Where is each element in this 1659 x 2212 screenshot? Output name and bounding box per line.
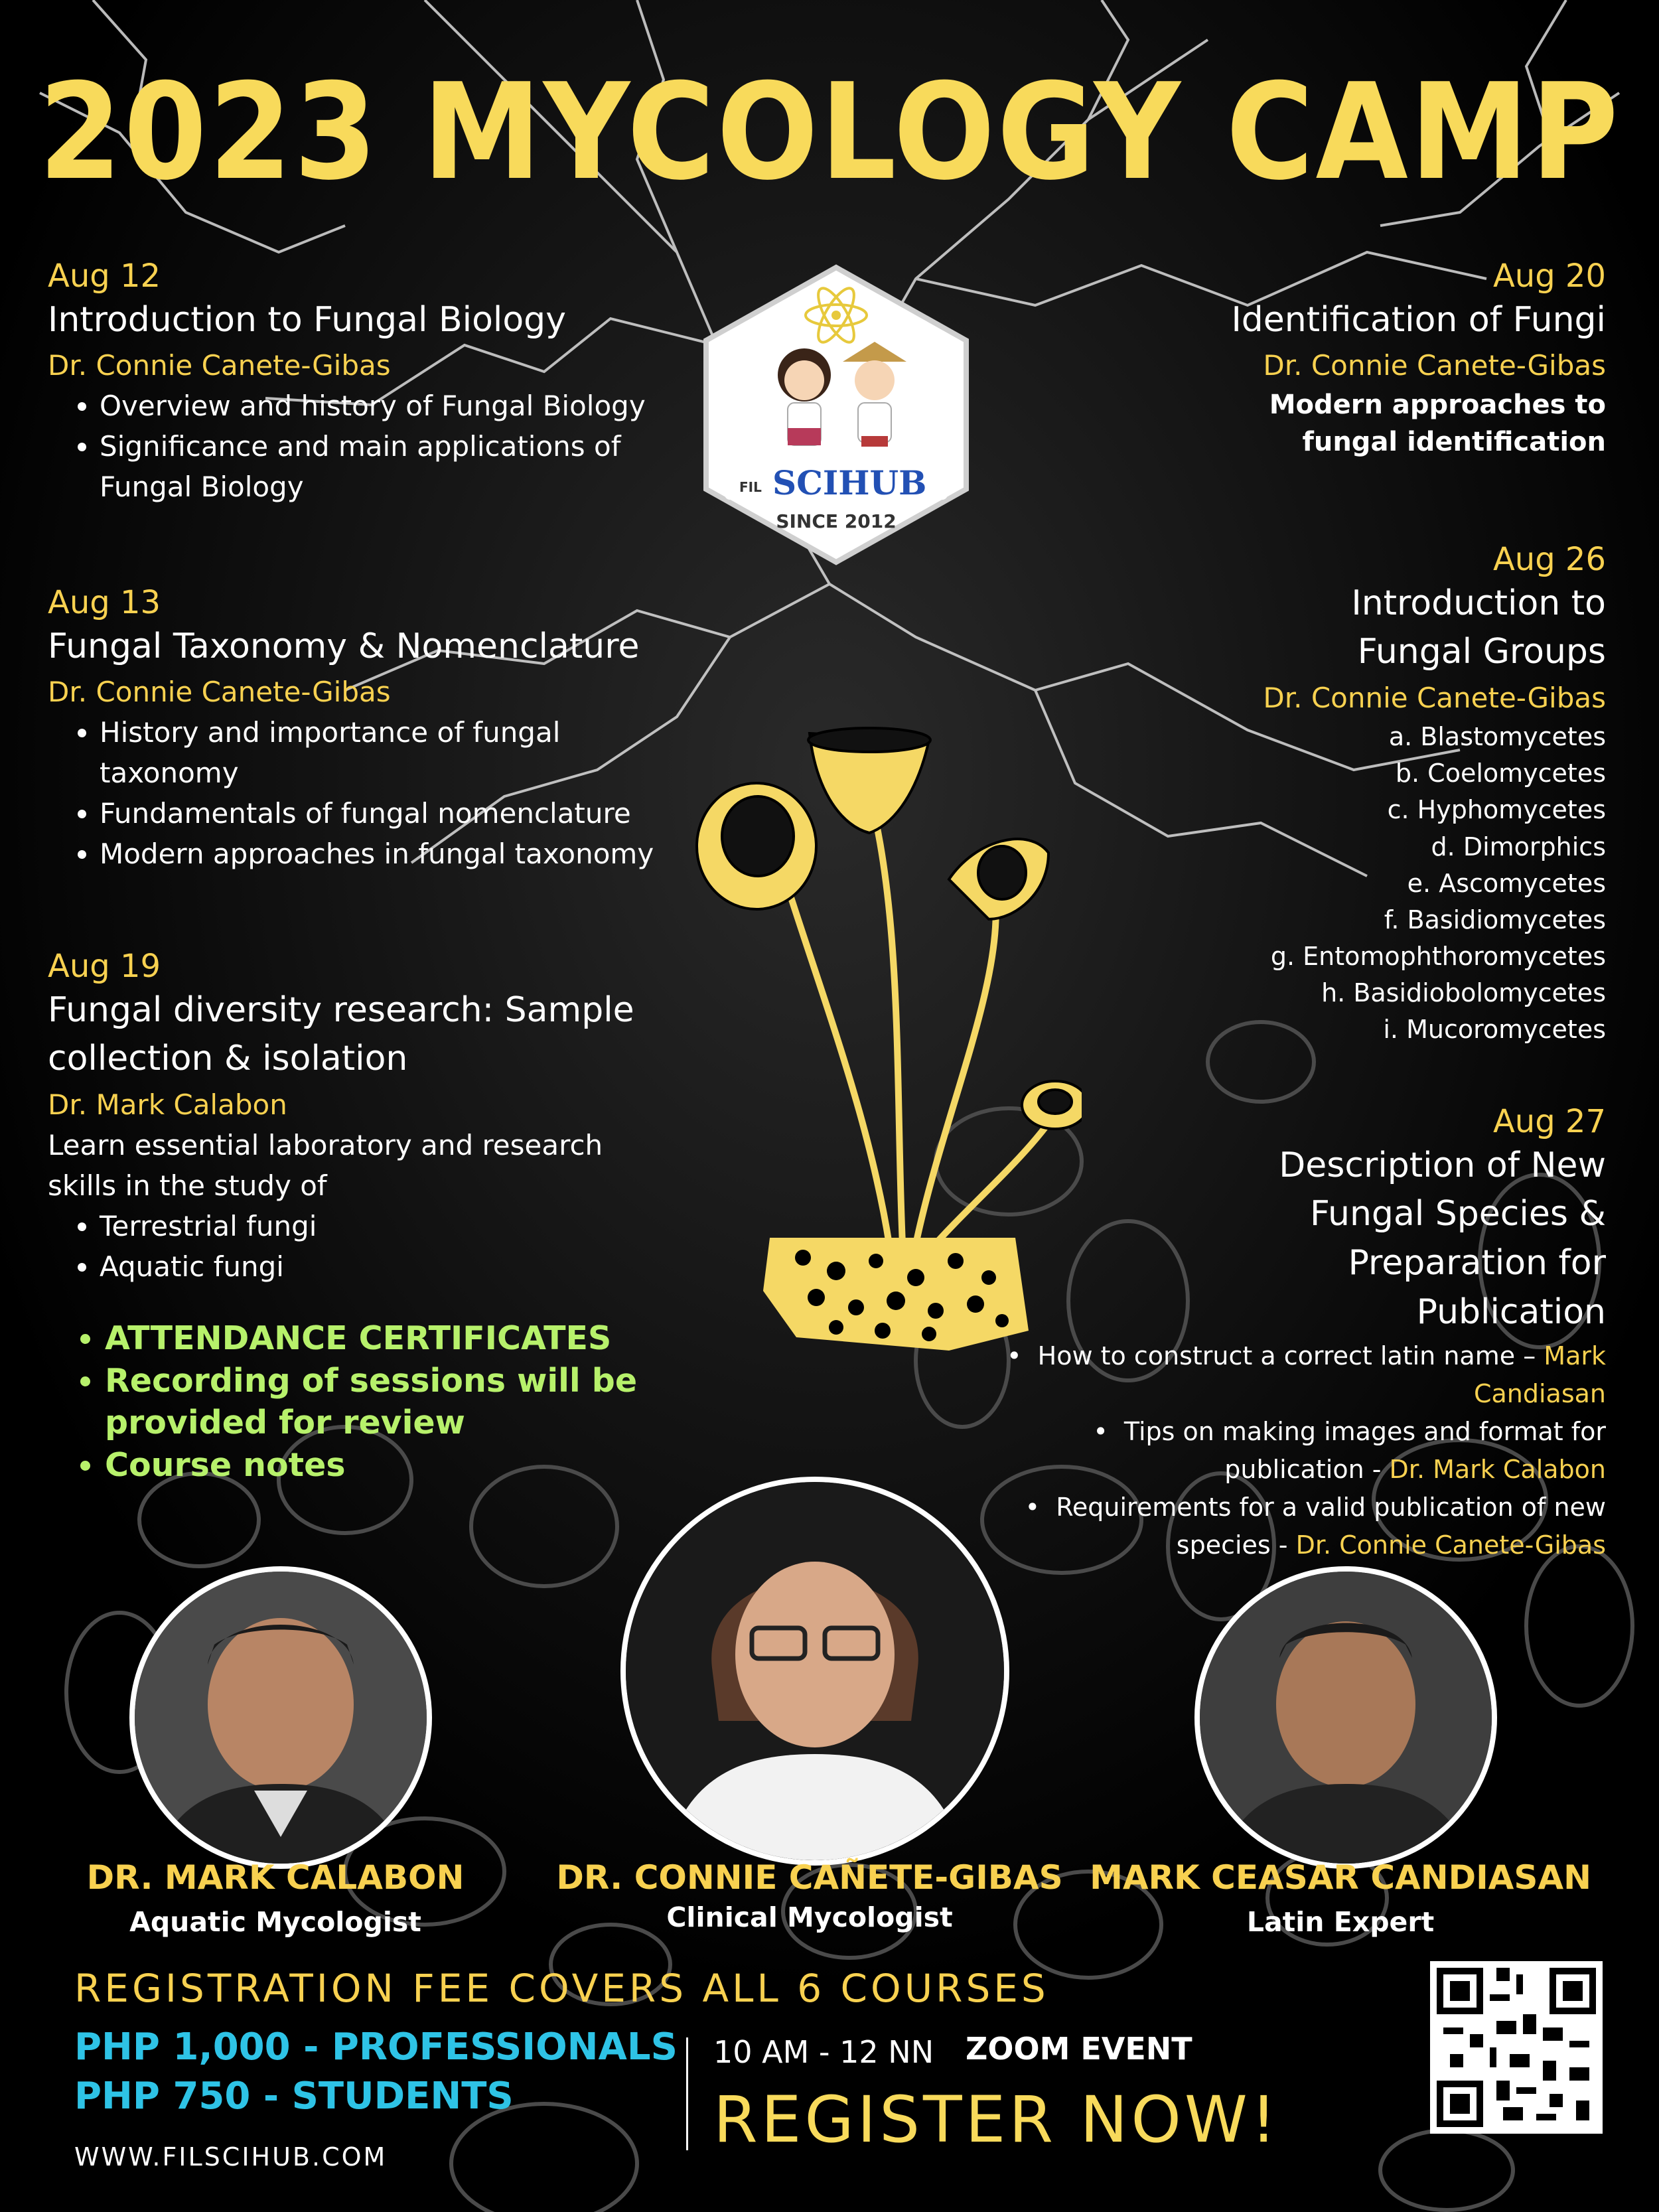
list-item: h. Basidiobolomycetes — [1321, 978, 1606, 1007]
session-title: Introduction to Fungal Biology — [48, 299, 566, 340]
speaker-role: Latin Expert — [1246, 1906, 1435, 1938]
list-item: c. Hyphomycetes — [1387, 795, 1606, 825]
page-title: 2023 MYCOLOGY CAMP — [38, 55, 1621, 210]
list-item: i. Mucoromycetes — [1383, 1015, 1606, 1044]
list-item: g. Entomophthoromycetes — [1270, 941, 1606, 971]
event-format: ZOOM EVENT — [966, 2031, 1192, 2067]
list-item: • Overview and history of Fungal Biology — [100, 386, 672, 427]
person-icon — [1200, 1572, 1492, 1864]
price-professionals: PHP 1,000 - PROFESSIONALS — [74, 2026, 678, 2069]
session-title: Fungal Taxonomy & Nomenclature — [48, 626, 640, 666]
perks-list — [73, 1317, 702, 1487]
event-time: 10 AM - 12 NN — [713, 2034, 934, 2070]
qr-code-icon — [1430, 1961, 1603, 2134]
session-aug20 — [1009, 258, 1606, 461]
session-speaker: Dr. Connie Canete-Gibas — [1263, 349, 1606, 382]
session-title: Introduction to Fungal Groups — [1351, 583, 1606, 672]
session-speaker: Dr. Connie Canete-Gibas — [48, 349, 391, 382]
logo-since: SINCE 2012 — [776, 510, 897, 532]
session-date: Aug 13 — [48, 584, 161, 621]
session-title: Identification of Fungi — [1231, 299, 1606, 340]
list-item: b. Coelomycetes — [1395, 759, 1606, 788]
speaker-role: Aquatic Mycologist — [129, 1906, 421, 1938]
session-date: Aug 19 — [48, 948, 161, 985]
session-aug13 — [48, 584, 672, 875]
session-aug27 — [956, 1103, 1606, 1564]
list-item: • Terrestrial fungi — [100, 1207, 672, 1247]
session-date: Aug 12 — [48, 258, 161, 295]
list-item: e. Ascomycetes — [1407, 868, 1606, 898]
logo-prefix: FIL — [739, 479, 762, 495]
session-aug19 — [48, 948, 672, 1288]
session-aug12 — [48, 258, 672, 508]
session-intro: Learn essential laboratory and research skills in the study of — [48, 1129, 603, 1203]
session-date: Aug 27 — [1492, 1103, 1606, 1140]
avatar-mark-candiasan — [1194, 1566, 1497, 1869]
logo-main: SCIHUB — [772, 463, 927, 502]
list-item: • Fundamentals of fungal nomenclature — [100, 794, 672, 834]
list-item: • Significance and main applications of Fungal Biology — [100, 427, 672, 508]
speaker-role: Clinical Mycologist — [666, 1901, 953, 1933]
avatar-connie-canete-gibas — [620, 1477, 1009, 1866]
filscihub-logo — [698, 262, 974, 567]
session-date: Aug 26 — [1492, 541, 1606, 578]
perk-item: • Recording of sessions will be provided for review — [105, 1360, 702, 1444]
session-title: Fungal diversity research: Sample collection & isolation — [48, 990, 634, 1079]
list-item: • Tips on making images and format for publication - Dr. Mark Calabon — [1093, 1416, 1606, 1484]
fee-note: REGISTRATION FEE COVERS ALL 6 COURSES — [74, 1966, 1049, 2011]
person-icon — [626, 1482, 1004, 1860]
perk-item: • ATTENDANCE CERTIFICATES — [105, 1317, 702, 1360]
speaker-name: MARK CEASAR CANDIASAN — [1090, 1858, 1591, 1897]
session-speaker: Dr. Connie Canete-Gibas — [1263, 682, 1606, 715]
session-speaker: Dr. Mark Calabon — [48, 1088, 287, 1122]
session-date: Aug 20 — [1492, 258, 1606, 295]
speaker-name: DR. CONNIE CAÑETE-GIBAS — [556, 1858, 1063, 1897]
session-aug26 — [1009, 541, 1606, 1048]
list-item: • History and importance of fungal taxonomy — [100, 713, 672, 794]
session-note: Modern approaches to fungal identification — [1269, 390, 1606, 458]
qr-code[interactable] — [1430, 1961, 1603, 2134]
list-item: • How to construct a correct latin name – Mark Candiasan — [1007, 1341, 1606, 1408]
avatar-mark-calabon — [129, 1566, 432, 1869]
price-students: PHP 750 - STUDENTS — [74, 2075, 514, 2118]
divider — [686, 2037, 688, 2150]
list-item: f. Basidiomycetes — [1384, 905, 1606, 934]
list-item: • Aquatic fungi — [100, 1247, 672, 1288]
list-item: • Modern approaches in fungal taxonomy — [100, 834, 672, 875]
register-now-button[interactable]: REGISTER NOW! — [713, 2083, 1280, 2157]
list-item: • Requirements for a valid publication of new species - Dr. Connie Canete-Gibas — [1025, 1492, 1606, 1560]
person-icon — [135, 1572, 427, 1864]
list-item: d. Dimorphics — [1431, 832, 1606, 861]
speaker-name: DR. MARK CALABON — [86, 1858, 465, 1897]
perk-item: • Course notes — [105, 1444, 702, 1487]
session-title: Description of New Fungal Species & Preparation for Publication — [1279, 1145, 1606, 1333]
list-item: a. Blastomycetes — [1388, 722, 1606, 752]
website-link[interactable]: WWW.FILSCIHUB.COM — [74, 2142, 388, 2172]
session-speaker: Dr. Connie Canete-Gibas — [48, 676, 391, 709]
